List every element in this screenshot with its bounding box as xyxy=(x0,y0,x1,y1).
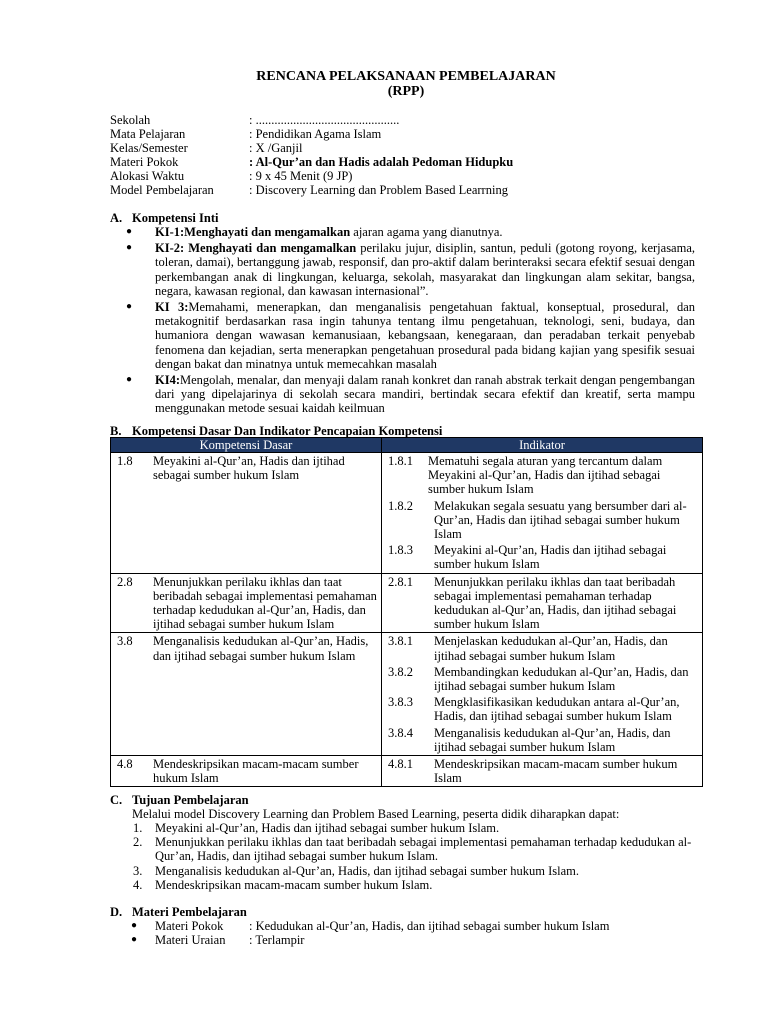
indicator-number: 4.8.1 xyxy=(388,757,413,772)
section-title: Tujuan Pembelajaran xyxy=(132,793,249,807)
table-row xyxy=(111,573,703,633)
item-text: Meyakini al-Qur’an, Hadis dan ijtihad sebagai sumber hukum Islam. xyxy=(155,821,500,835)
bullet-icon: ● xyxy=(126,226,133,237)
list-item xyxy=(126,300,695,371)
bullet-icon: ● xyxy=(131,920,138,931)
indikator-cell xyxy=(382,573,703,633)
item-value: : Terlampir xyxy=(249,933,305,947)
indicator-item xyxy=(382,575,702,632)
indicator-text: Meyakini al-Qur’an, Hadis dan ijtihad sebagai sumber hukum Islam xyxy=(434,543,667,572)
kd-number: 1.8 xyxy=(117,454,133,468)
kd-cell xyxy=(111,453,382,574)
item-bold-label: KI-1:Menghayati dan mengamalkan xyxy=(155,225,351,239)
kd-number: 2.8 xyxy=(117,574,133,589)
indicator-text: Membandingkan kedudukan al-Qur’an, Hadis, dan ijtihad sebagai sumber hukum Islam xyxy=(434,664,689,694)
indicator-number: 1.8.1 xyxy=(388,454,413,468)
table-row xyxy=(111,633,703,756)
indicator-text: Mendeskripsikan macam-macam sumber hukum Islam xyxy=(434,757,678,786)
item-number: 2. xyxy=(133,835,143,850)
meta-value: : Pendidikan Agama Islam xyxy=(249,127,382,141)
kd-indikator-table xyxy=(110,437,703,787)
list-item xyxy=(133,864,713,878)
indicator-text: Menganalisis kedudukan al-Qur’an, Hadis, dan ijtihad sebagai sumber hukum Islam xyxy=(434,725,671,754)
section-number: B. xyxy=(110,424,122,438)
meta-label: Materi Pokok xyxy=(110,155,179,169)
list-item xyxy=(133,878,713,892)
indicator-text: Mengklasifikasikan kedudukan antara al-Qur’an, Hadis, dan ijtihad sebagai sumber hukum Islam xyxy=(434,695,680,724)
table-header-indikator: Indikator xyxy=(382,438,703,453)
section-title: Materi Pembelajaran xyxy=(132,905,247,919)
kd-number: 3.8 xyxy=(117,634,133,649)
item-text: Mendeskripsikan macam-macam sumber hukum Islam. xyxy=(155,877,433,892)
kd-text: Mendeskripsikan macam-macam sumber hukum Islam xyxy=(153,757,359,786)
indicator-text: Menjelaskan kedudukan al-Qur’an, Hadis, dan ijtihad sebagai sumber hukum Islam xyxy=(434,634,668,663)
item-number: 1. xyxy=(133,821,143,835)
table-header-kd: Kompetensi Dasar xyxy=(111,438,382,453)
item-text: Mengolah, menalar, dan menyaji dalam ranah konkret dan ranah abstrak terkait dengan pengembangan dari yang dipelajarinya di sekolah secara mandiri, bertindak secara efektif dan kreatif, serta mampu menggunakan metode sesuai kaidah keilmuan xyxy=(155,373,695,416)
kd-text: Menunjukkan perilaku ikhlas dan taat beribadah sebagai implementasi pemahaman terhadap kedudukan al-Qur’an, Hadis, dan ijtihad sebagai sumber hukum Islam xyxy=(153,574,377,632)
list-item xyxy=(133,933,713,947)
list-item xyxy=(133,919,713,933)
item-text: Menganalisis kedudukan al-Qur’an, Hadis, dan ijtihad sebagai sumber hukum Islam. xyxy=(155,863,579,878)
meta-row-mata-pelajaran xyxy=(110,127,710,142)
item-label: Materi Uraian xyxy=(155,933,226,947)
indikator-cell xyxy=(382,633,703,756)
item-number: 3. xyxy=(133,863,143,878)
meta-label: Model Pembelajaran xyxy=(110,183,214,197)
indicator-item xyxy=(382,454,702,497)
item-bold-label: KI4: xyxy=(155,373,180,388)
meta-row-alokasi-waktu xyxy=(110,169,710,184)
indicator-text: Melakukan segala sesuatu yang bersumber dari al-Qur’an, Hadis dan ijtihad sebagai sumber hukum Islam xyxy=(434,498,687,542)
item-text: Memahami, menerapkan, dan menganalisis pengetahuan faktual, konseptual, prosedural, dan metakognitif berdasarkan rasa ingin tahunya tentang ilmu pengetahuan, teknologi, seni, budaya, dan humaniora dengan wawasan kemanusiaan, kebangsaan, kenegaraan, dan peradaban terkait penyebab fenomena dan kejadian, serta menerapkan pengetahuan prosedural pada bidang kajian yang spesifik sesuai dengan bakat dan minatnya untuk memecahkan masalah xyxy=(155,300,695,371)
bullet-icon: ● xyxy=(126,374,133,386)
document-subtitle: (RPP) xyxy=(387,84,425,99)
kd-number: 4.8 xyxy=(117,757,133,772)
meta-label: Mata Pelajaran xyxy=(110,127,186,141)
indicator-item xyxy=(382,665,702,693)
item-number: 4. xyxy=(133,877,143,892)
indicator-number: 3.8.2 xyxy=(388,664,413,679)
section-number: D. xyxy=(110,905,123,919)
section-number: C. xyxy=(110,793,123,807)
indikator-cell xyxy=(382,756,703,787)
meta-row-sekolah xyxy=(110,113,710,128)
indicator-number: 1.8.2 xyxy=(388,498,413,513)
list-item xyxy=(126,373,695,416)
item-text: perilaku jujur, disiplin, santun, peduli (gotong royong, kerjasama, toleran, damai), bertanggung jawab, responsif, dan pro-aktif dalam berinteraksi secara efektif sesuai dengan perkembangan anak di lingkungan, keluarga, sekolah, masyarakat dan lingkungan alam sekitar, bangsa, negara, kawasan regional, dan kawasan internasional”. xyxy=(155,241,696,298)
indicator-number: 3.8.4 xyxy=(388,725,413,740)
kd-text: Meyakini al-Qur’an, Hadis dan ijtihad sebagai sumber hukum Islam xyxy=(153,454,345,483)
section-number: A. xyxy=(110,211,123,225)
item-text: ajaran agama yang dianutnya. xyxy=(350,225,503,239)
item-text: Menunjukkan perilaku ikhlas dan taat beribadah sebagai implementasi pemahaman terhadap kedudukan al-Qur’an, Hadis, dan ijtihad sebagai sumber hukum Islam. xyxy=(155,835,692,864)
meta-label: Sekolah xyxy=(110,113,151,127)
bullet-icon: ● xyxy=(126,301,133,313)
table-header-row xyxy=(111,438,703,453)
indicator-item xyxy=(382,726,702,754)
section-d-heading xyxy=(110,905,247,919)
meta-value: : Discovery Learning dan Problem Based Learrning xyxy=(249,183,508,197)
indicator-number: 3.8.1 xyxy=(388,634,413,649)
bullet-icon: ● xyxy=(131,934,138,945)
kd-text: Menganalisis kedudukan al-Qur’an, Hadis, dan ijtihad sebagai sumber hukum Islam xyxy=(153,634,369,663)
meta-row-kelas-semester xyxy=(110,141,710,156)
indicator-number: 1.8.3 xyxy=(388,543,413,558)
indicator-item xyxy=(382,695,702,723)
indicator-text: Mematuhi segala aturan yang tercantum dalam Meyakini al-Qur’an, Hadis dan ijtihad sebagai sumber hukum Islam xyxy=(428,454,663,497)
kd-cell xyxy=(111,756,382,787)
list-item xyxy=(126,225,695,239)
list-item xyxy=(133,835,713,863)
section-c-heading xyxy=(110,793,249,807)
table-row xyxy=(111,756,703,787)
item-bold-label: KI 3: xyxy=(155,300,189,315)
indikator-cell xyxy=(382,453,703,574)
indicator-item xyxy=(382,499,702,542)
section-title: Kompetensi Dasar Dan Indikator Pencapaian Kompetensi xyxy=(132,424,443,438)
materi-list xyxy=(133,919,713,947)
indicator-number: 2.8.1 xyxy=(388,574,413,589)
meta-value: : Al-Qur’an dan Hadis adalah Pedoman Hidupku xyxy=(249,155,514,169)
document-title: RENCANA PELAKSANAAN PEMBELAJARAN xyxy=(256,69,556,84)
kd-cell xyxy=(111,573,382,633)
meta-row-materi-pokok xyxy=(110,155,710,170)
indicator-number: 3.8.3 xyxy=(388,695,413,710)
meta-row-model-pembelajaran xyxy=(110,183,710,198)
list-item xyxy=(126,241,696,298)
meta-value: : X /Ganjil xyxy=(249,141,303,155)
section-title: Kompetensi Inti xyxy=(132,211,219,225)
meta-label: Kelas/Semester xyxy=(110,141,188,155)
table-row xyxy=(111,453,703,574)
indicator-item xyxy=(382,543,702,571)
meta-label: Alokasi Waktu xyxy=(110,169,185,183)
item-value: : Kedudukan al-Qur’an, Hadis, dan ijtihad sebagai sumber hukum Islam xyxy=(249,919,610,933)
section-c-intro: Melalui model Discovery Learning dan Problem Based Learning, peserta didik diharapkan dapat: xyxy=(132,807,620,821)
kd-cell xyxy=(111,633,382,756)
item-bold-label: KI-2: Menghayati dan mengamalkan xyxy=(155,241,357,256)
list-item xyxy=(133,821,713,835)
tujuan-list xyxy=(133,821,713,892)
indicator-text: Menunjukkan perilaku ikhlas dan taat beribadah sebagai implementasi pemahaman terhadap kedudukan al-Qur’an, Hadis, dan ijtihad sebagai sumber hukum Islam xyxy=(434,574,677,632)
section-a-heading xyxy=(110,211,218,225)
indicator-item xyxy=(382,757,702,785)
indicator-item xyxy=(382,634,702,662)
meta-value: : .............................................. xyxy=(249,113,400,127)
meta-value: : 9 x 45 Menit (9 JP) xyxy=(249,169,353,183)
bullet-icon: ● xyxy=(126,242,133,254)
item-label: Materi Pokok xyxy=(155,919,224,933)
kompetensi-inti-list xyxy=(126,225,696,416)
